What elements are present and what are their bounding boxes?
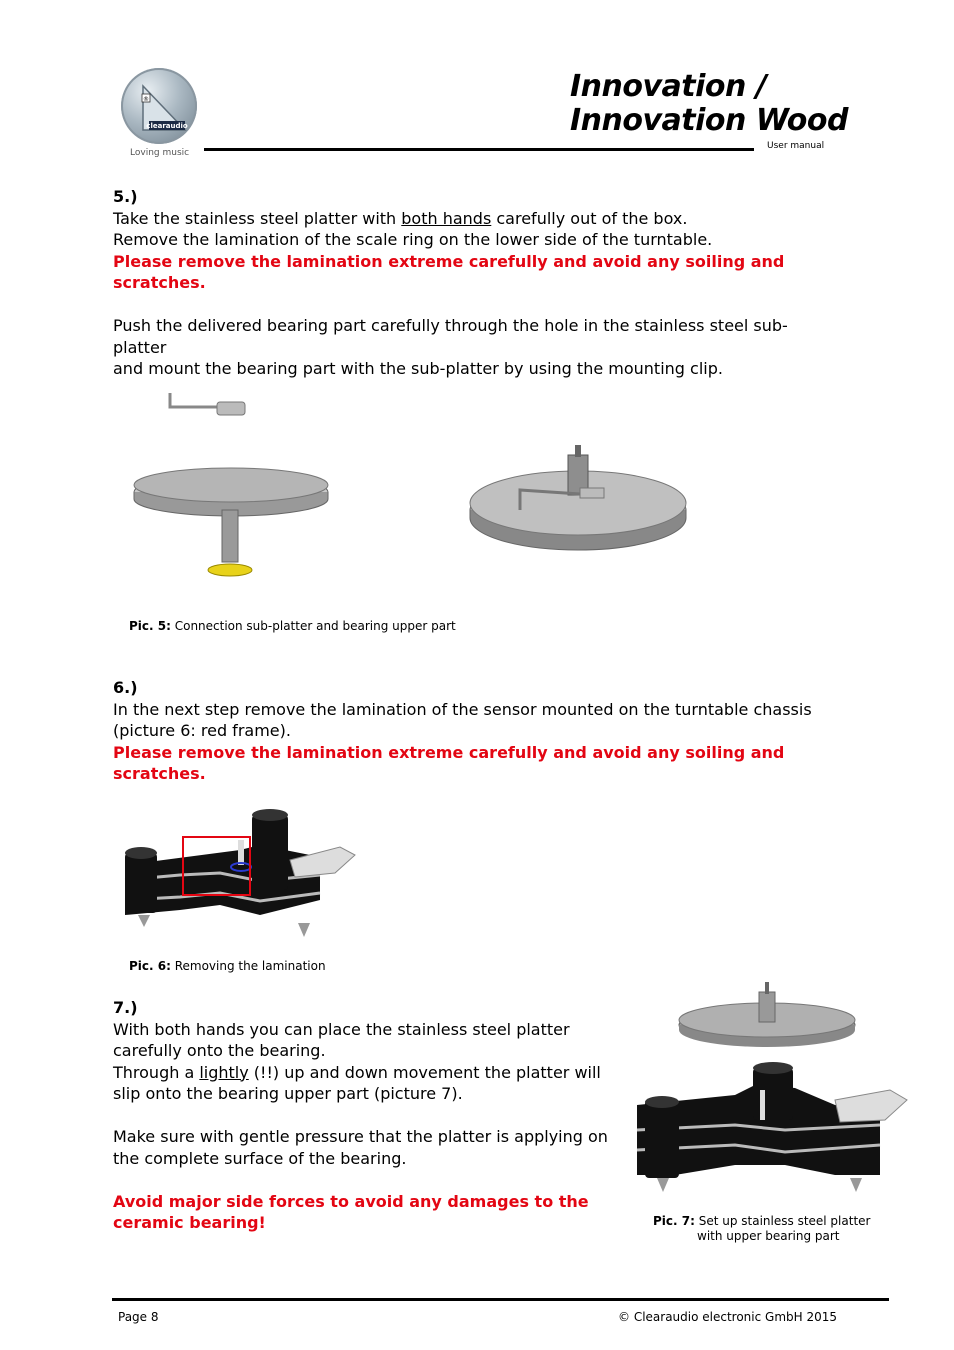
step7-warning-1: Avoid major side forces to avoid any damages to the — [113, 1191, 589, 1211]
pic7-illustration — [635, 980, 910, 1205]
pic6-caption: Pic. 6: Removing the lamination — [129, 959, 326, 973]
step5-para2-line2: and mount the bearing part with the sub-platter by using the mounting clip. — [113, 359, 723, 378]
step5-warning-2: scratches. — [113, 273, 206, 292]
step7-line1: With both hands you can place the stainless steel platter — [113, 1019, 570, 1039]
document-subtitle: User manual — [767, 141, 825, 151]
step6-line2: (picture 6: red frame). — [113, 721, 291, 740]
title-line-2: Innovation Wood — [570, 103, 848, 138]
step6-warning-1: Please remove the lamination extreme carefully and avoid any soiling and — [113, 742, 785, 762]
step7-section — [113, 997, 613, 1234]
step5-para2-line1: Push the delivered bearing part carefully through the hole in the stainless steel sub-platter — [113, 316, 788, 357]
step7-para2-line2: the complete surface of the bearing. — [113, 1148, 407, 1168]
step6-warning-2: scratches. — [113, 764, 206, 783]
svg-text:clearaudio: clearaudio — [146, 122, 188, 130]
step5-line1: Take the stainless steel platter with both hands carefully out of the box. — [113, 208, 688, 228]
step7-line2: carefully onto the bearing. — [113, 1041, 326, 1060]
step6-section — [113, 677, 833, 785]
pic5-illustration — [125, 385, 705, 585]
pic7-caption: Pic. 7: Set up stainless steel platter with upper bearing part — [653, 1214, 871, 1243]
step5-warning-1: Please remove the lamination extreme carefully and avoid any soiling and — [113, 251, 785, 271]
mounting-clip-image — [170, 393, 245, 415]
step7-line3: Through a lightly (!!) up and down movement the platter will — [113, 1062, 601, 1082]
logo-tagline: Loving music — [130, 148, 190, 158]
turntable-chassis-image — [125, 809, 355, 937]
step5-number: 5.) — [113, 187, 138, 206]
document-title — [570, 70, 848, 138]
title-line-1: Innovation / — [570, 69, 767, 104]
step7-para2-line1: Make sure with gentle pressure that the platter is applying on — [113, 1127, 608, 1146]
mounted-sub-platter-image — [470, 445, 686, 550]
pic6-illustration — [120, 805, 360, 950]
header-rule — [204, 148, 754, 151]
registered-mark-icon: ® — [143, 96, 149, 103]
logo-emblem-icon — [121, 68, 197, 144]
clearaudio-logo — [121, 68, 197, 144]
platter-assembly-image — [679, 982, 855, 1047]
step5-section — [113, 186, 833, 380]
step7-line4: slip onto the bearing upper part (picture 7). — [113, 1084, 463, 1103]
pic5-caption: Pic. 5: Connection sub-platter and bearing upper part — [129, 619, 456, 633]
footer-rule — [112, 1298, 889, 1301]
step5-line2: Remove the lamination of the scale ring on the lower side of the turntable. — [113, 230, 713, 249]
turntable-chassis-image — [637, 1062, 907, 1192]
page-number: Page 8 — [118, 1310, 159, 1324]
sub-platter-image — [134, 468, 328, 576]
copyright-notice: © Clearaudio electronic GmbH 2015 — [618, 1310, 838, 1324]
step7-warning-2: ceramic bearing! — [113, 1213, 266, 1232]
step6-number: 6.) — [113, 678, 138, 697]
step7-number: 7.) — [113, 998, 138, 1017]
step6-line1: In the next step remove the lamination of the sensor mounted on the turntable chassis — [113, 699, 812, 719]
